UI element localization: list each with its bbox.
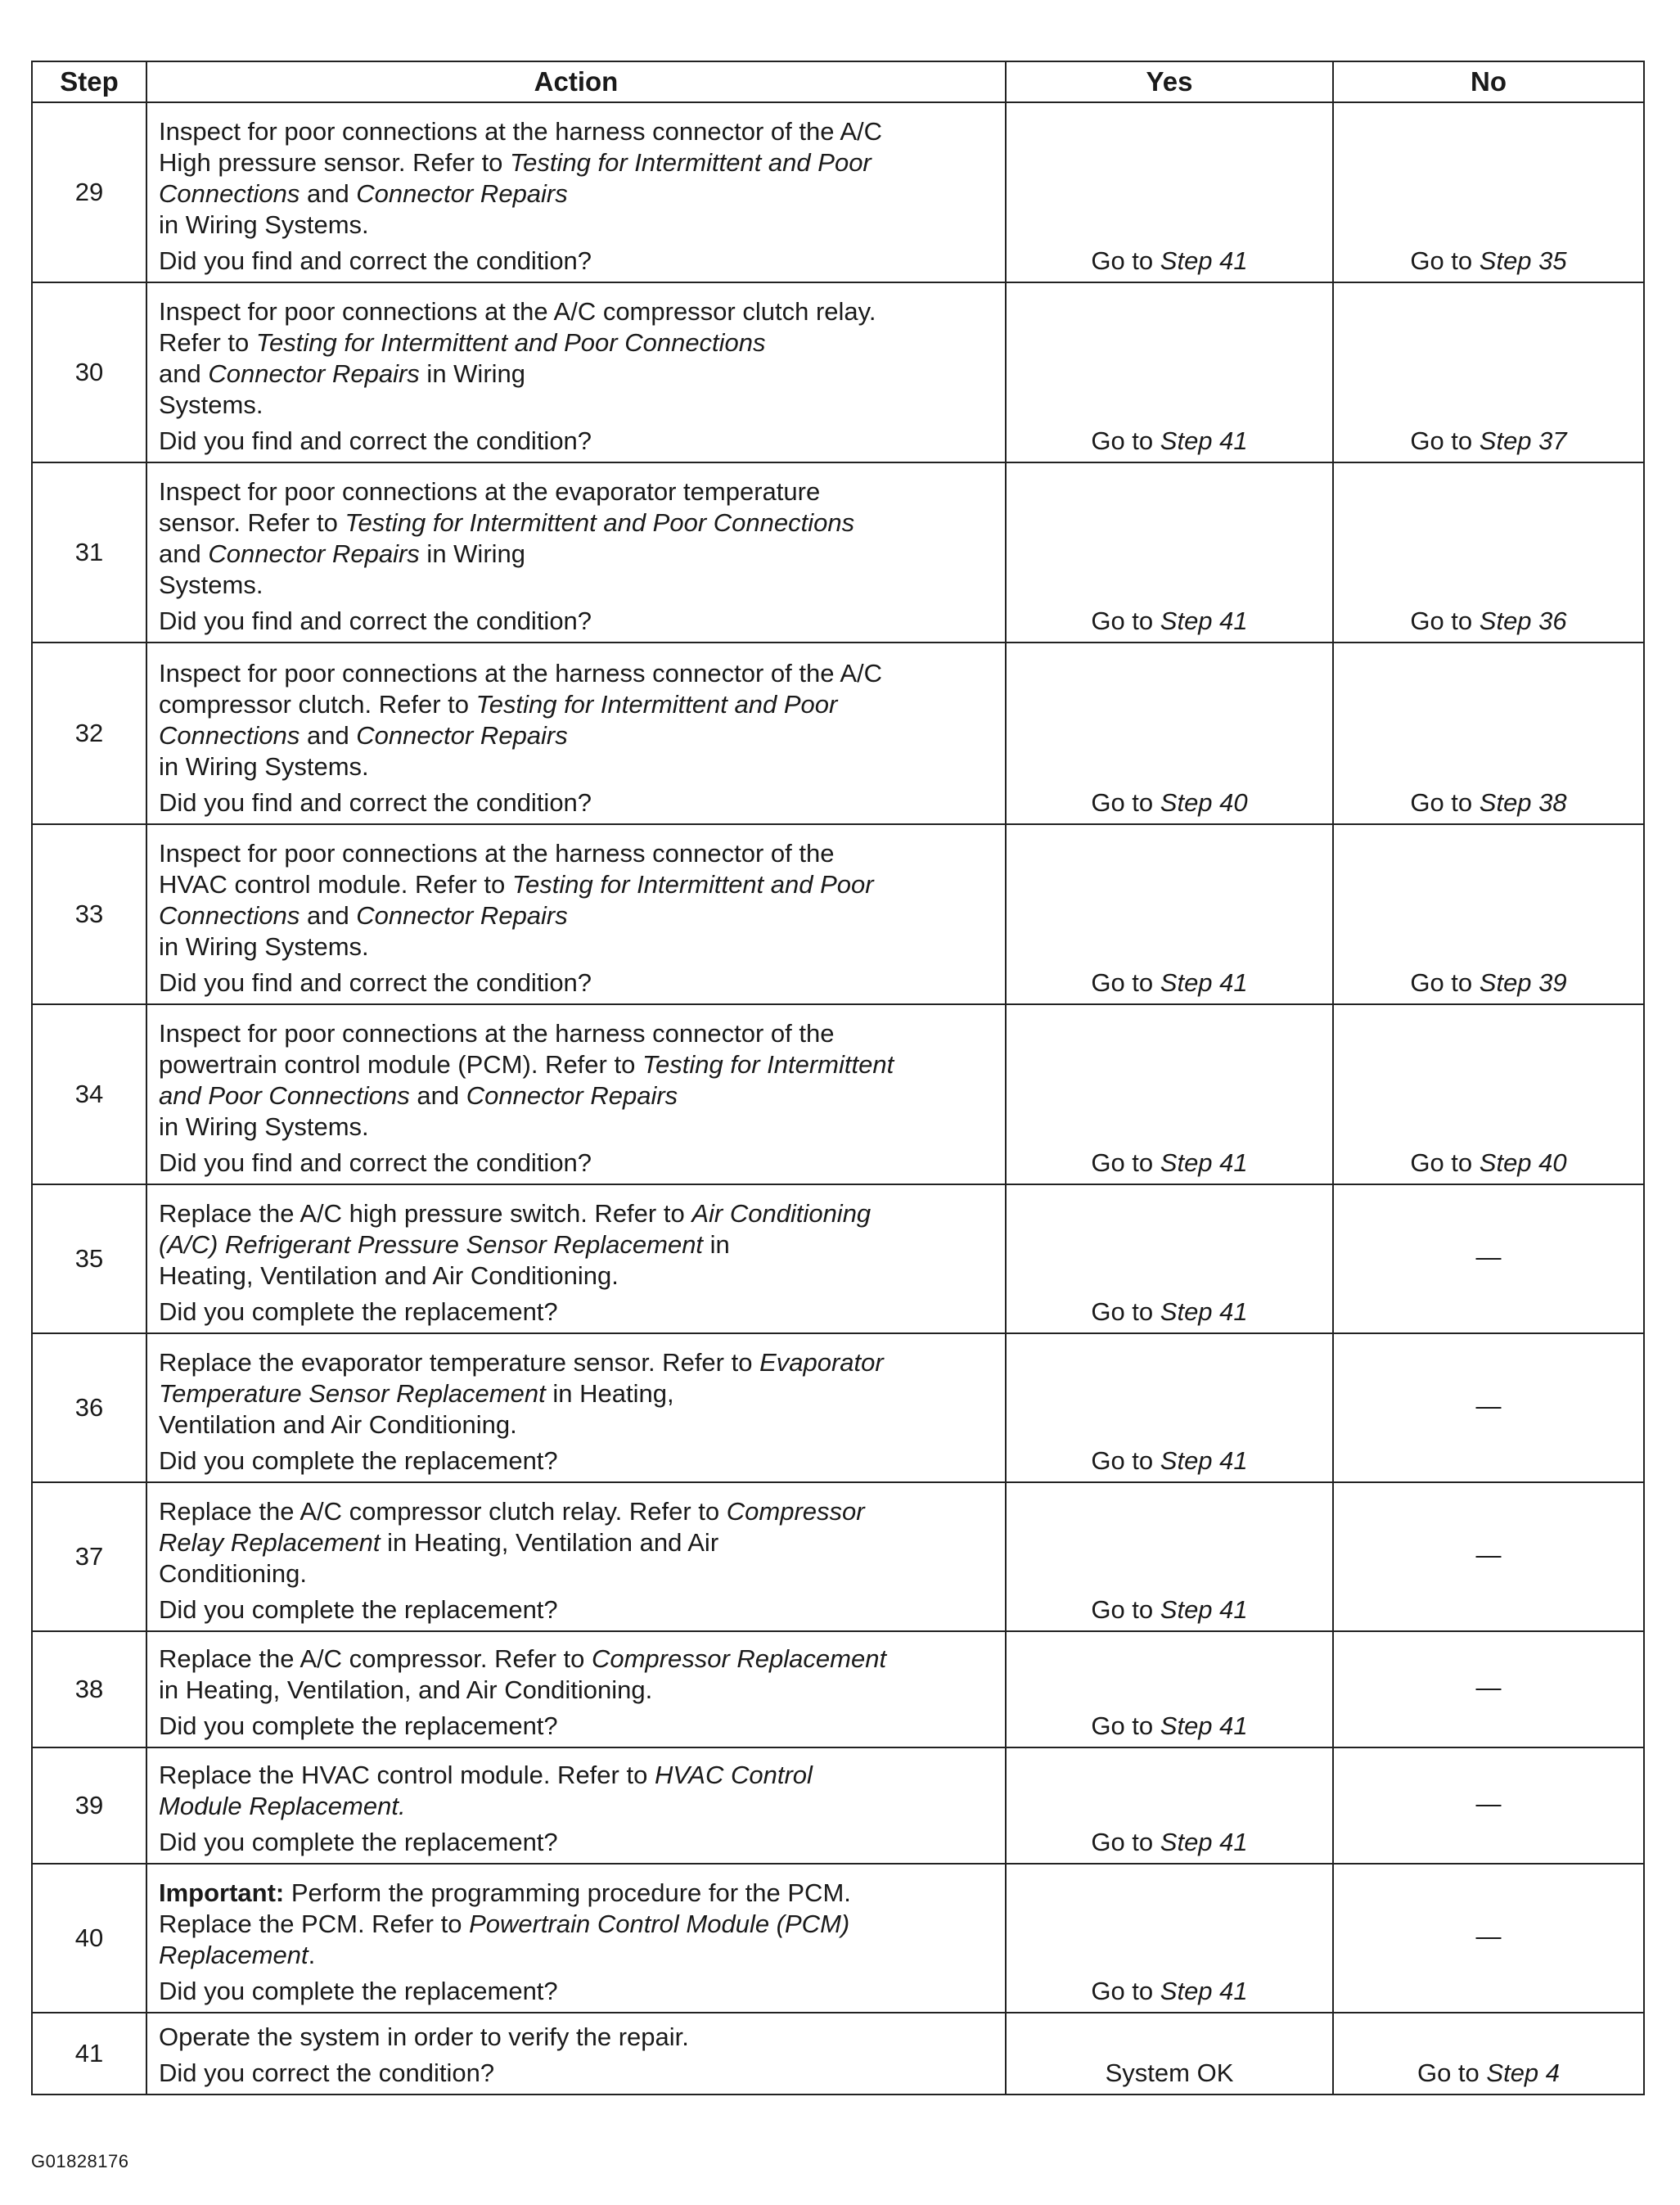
answer-prefix: — xyxy=(1475,1540,1502,1569)
yes-cell xyxy=(1006,1333,1333,1482)
answer-step-link: Step 41 xyxy=(1160,1446,1248,1475)
reference-title: Connections xyxy=(159,179,300,208)
answer-prefix: Go to xyxy=(1091,1711,1160,1740)
yes-cell xyxy=(1006,1004,1333,1184)
important-label: Important: xyxy=(159,1878,285,1907)
action-text: in Heating, xyxy=(545,1379,674,1408)
answer-step-link: Step 4 xyxy=(1486,2058,1561,2087)
action-text: . xyxy=(308,1941,316,1969)
step-number: 36 xyxy=(32,1333,146,1482)
answer-prefix: Go to xyxy=(1091,788,1160,817)
yes-cell xyxy=(1006,102,1333,282)
action-line xyxy=(159,570,993,601)
answer-prefix: Go to xyxy=(1410,246,1480,275)
question-text: Did you find and correct the condition? xyxy=(159,426,592,455)
reference-title: Connector Repairs xyxy=(208,539,420,568)
step-number: 41 xyxy=(32,2013,146,2095)
no-cell xyxy=(1333,1631,1644,1747)
action-line xyxy=(159,1558,993,1589)
question-text: Did you complete the replacement? xyxy=(159,1828,558,1856)
answer-step-link: Step 37 xyxy=(1479,426,1567,455)
reference-title: Testing for Intermittent and Poor xyxy=(510,148,872,177)
answer-step-link: Step 41 xyxy=(1160,1977,1248,2005)
action-line xyxy=(159,689,993,720)
answer-prefix: Go to xyxy=(1091,1977,1160,2005)
reference-title: Powertrain Control Module (PCM) xyxy=(469,1910,850,1938)
action-line xyxy=(159,327,993,358)
action-cell xyxy=(146,1333,1006,1482)
table-row xyxy=(32,1864,1644,2013)
action-text: Inspect for poor connections at the harness connector of the xyxy=(159,1019,835,1048)
action-text: Replace the PCM. Refer to xyxy=(159,1910,470,1938)
action-text: sensor. Refer to xyxy=(159,508,345,537)
action-text: in xyxy=(703,1230,730,1259)
reference-title: Compressor xyxy=(726,1497,865,1526)
action-line xyxy=(159,476,993,507)
yes-cell xyxy=(1006,2013,1333,2095)
action-line xyxy=(159,1378,993,1409)
answer-step-link: Step 41 xyxy=(1160,1595,1248,1624)
answer-step-link: Step 40 xyxy=(1479,1148,1567,1177)
answer-step-link: Step 41 xyxy=(1160,606,1248,635)
action-line xyxy=(159,210,993,241)
question-text: Did you complete the replacement? xyxy=(159,1595,558,1624)
answer-prefix: Go to xyxy=(1410,426,1480,455)
header-action: Action xyxy=(146,61,1006,102)
action-text: Heating, Ventilation and Air Conditioning. xyxy=(159,1261,619,1290)
answer-prefix: Go to xyxy=(1091,246,1160,275)
action-text: Ventilation and Air Conditioning. xyxy=(159,1410,517,1439)
step-number: 38 xyxy=(32,1631,146,1747)
question-text: Did you find and correct the condition? xyxy=(159,1148,592,1177)
reference-title: Testing for Intermittent and Poor Connections xyxy=(345,508,855,537)
answer-prefix: Go to xyxy=(1091,426,1160,455)
action-text: compressor clutch. Refer to xyxy=(159,690,476,719)
table-row xyxy=(32,2013,1644,2095)
answer-step-link: Step 40 xyxy=(1160,788,1248,817)
action-line xyxy=(159,1791,993,1822)
action-line xyxy=(159,1760,993,1791)
no-cell xyxy=(1333,1864,1644,2013)
action-text: Conditioning. xyxy=(159,1559,307,1588)
answer-prefix: — xyxy=(1475,1391,1502,1420)
question-text: Did you find and correct the condition? xyxy=(159,246,592,275)
reference-title: Connector Repairs xyxy=(466,1081,678,1110)
step-number: 34 xyxy=(32,1004,146,1184)
action-text: in Heating, Ventilation and Air xyxy=(380,1528,719,1557)
reference-title: Relay Replacement xyxy=(159,1528,381,1557)
no-cell xyxy=(1333,462,1644,643)
answer-step-link: Step 35 xyxy=(1479,246,1567,275)
action-line xyxy=(159,1229,993,1260)
table-row xyxy=(32,1482,1644,1631)
answer-prefix: Go to xyxy=(1410,968,1480,997)
table-row xyxy=(32,1004,1644,1184)
reference-title: Connections xyxy=(159,901,300,930)
table-row xyxy=(32,102,1644,282)
reference-title: Testing for Intermittent and Poor Connections xyxy=(255,328,766,357)
action-line xyxy=(159,1496,993,1527)
action-line xyxy=(159,900,993,931)
action-text: Replace the A/C compressor. Refer to xyxy=(159,1644,592,1673)
action-line xyxy=(159,1527,993,1558)
action-cell xyxy=(146,824,1006,1004)
answer-step-link: Step 41 xyxy=(1160,246,1248,275)
table-row xyxy=(32,1631,1644,1747)
step-number: 31 xyxy=(32,462,146,643)
reference-title: HVAC Control xyxy=(654,1761,813,1789)
answer-prefix: Go to xyxy=(1091,1297,1160,1326)
answer-prefix: Go to xyxy=(1091,606,1160,635)
action-line xyxy=(159,658,993,689)
yes-cell xyxy=(1006,1747,1333,1864)
action-cell xyxy=(146,1631,1006,1747)
no-cell xyxy=(1333,643,1644,824)
action-line xyxy=(159,296,993,327)
action-line xyxy=(159,116,993,147)
action-text: Inspect for poor connections at the harness connector of the A/C xyxy=(159,659,883,688)
question-text: Did you correct the condition? xyxy=(159,2058,495,2087)
reference-title: Replacement xyxy=(159,1941,309,1969)
reference-title: Connector Repairs xyxy=(356,721,568,750)
answer-step-link: Step 41 xyxy=(1160,1828,1248,1856)
action-cell xyxy=(146,1004,1006,1184)
no-cell xyxy=(1333,2013,1644,2095)
yes-cell xyxy=(1006,282,1333,462)
answer-step-link: Step 41 xyxy=(1160,1711,1248,1740)
action-text: Inspect for poor connections at the A/C compressor clutch relay. xyxy=(159,297,876,326)
action-line xyxy=(159,507,993,539)
action-text: and xyxy=(300,179,357,208)
action-text: Refer to xyxy=(159,328,256,357)
step-number: 29 xyxy=(32,102,146,282)
action-line xyxy=(159,1940,993,1971)
action-text: in Wiring Systems. xyxy=(159,210,369,239)
yes-cell xyxy=(1006,462,1333,643)
action-line xyxy=(159,178,993,210)
header-step: Step xyxy=(32,61,146,102)
action-text: Inspect for poor connections at the harness connector of the xyxy=(159,839,835,868)
action-cell xyxy=(146,2013,1006,2095)
answer-prefix: Go to xyxy=(1410,1148,1480,1177)
answer-prefix: — xyxy=(1475,1672,1502,1702)
action-line xyxy=(159,1080,993,1112)
action-cell xyxy=(146,1482,1006,1631)
reference-title: Evaporator xyxy=(759,1348,884,1377)
action-text: in Wiring Systems. xyxy=(159,752,369,781)
no-cell xyxy=(1333,1482,1644,1631)
action-line xyxy=(159,1260,993,1292)
no-cell xyxy=(1333,1184,1644,1333)
no-cell xyxy=(1333,1333,1644,1482)
reference-title: Compressor Replacement xyxy=(591,1644,887,1673)
action-line xyxy=(159,390,993,421)
answer-prefix: Go to xyxy=(1410,788,1480,817)
question-text: Did you find and correct the condition? xyxy=(159,968,592,997)
answer-step-link: Step 39 xyxy=(1479,968,1567,997)
table-row xyxy=(32,462,1644,643)
action-text: Perform the programming procedure for the PCM. xyxy=(284,1878,851,1907)
no-cell xyxy=(1333,1747,1644,1864)
table-row xyxy=(32,1184,1644,1333)
action-text: Replace the A/C high pressure switch. Refer to xyxy=(159,1199,692,1228)
answer-prefix: — xyxy=(1475,1788,1502,1818)
action-text: and xyxy=(409,1081,466,1110)
action-line xyxy=(159,2022,993,2053)
action-text: Replace the evaporator temperature sensor. Refer to xyxy=(159,1348,760,1377)
action-line xyxy=(159,1198,993,1229)
table-row xyxy=(32,1333,1644,1482)
action-text: in Wiring Systems. xyxy=(159,1112,369,1141)
action-line xyxy=(159,751,993,782)
step-number: 39 xyxy=(32,1747,146,1864)
action-line xyxy=(159,869,993,900)
action-line xyxy=(159,1644,993,1675)
yes-cell xyxy=(1006,1184,1333,1333)
action-line xyxy=(159,1878,993,1909)
header-yes: Yes xyxy=(1006,61,1333,102)
question-text: Did you complete the replacement? xyxy=(159,1711,558,1740)
yes-cell xyxy=(1006,643,1333,824)
answer-step-link: Step 38 xyxy=(1479,788,1567,817)
action-line xyxy=(159,358,993,390)
reference-title: (A/C) Refrigerant Pressure Sensor Replacement xyxy=(159,1230,704,1259)
action-line xyxy=(159,838,993,869)
step-number: 32 xyxy=(32,643,146,824)
reference-title: and Poor Connections xyxy=(159,1081,410,1110)
action-text: and xyxy=(159,359,209,388)
answer-prefix: Go to xyxy=(1091,1446,1160,1475)
table-row xyxy=(32,824,1644,1004)
action-line xyxy=(159,1675,993,1706)
table-row xyxy=(32,282,1644,462)
action-cell xyxy=(146,462,1006,643)
action-cell xyxy=(146,1747,1006,1864)
question-text: Did you find and correct the condition? xyxy=(159,788,592,817)
header-no: No xyxy=(1333,61,1644,102)
answer-prefix: — xyxy=(1475,1242,1502,1271)
question-text: Did you complete the replacement? xyxy=(159,1977,558,2005)
action-text: Operate the system in order to verify the repair. xyxy=(159,2022,689,2051)
reference-title: Connector Repairs xyxy=(208,359,420,388)
action-text: HVAC control module. Refer to xyxy=(159,870,512,899)
header-row xyxy=(32,61,1644,102)
action-line xyxy=(159,1909,993,1940)
action-cell xyxy=(146,1184,1006,1333)
step-number: 37 xyxy=(32,1482,146,1631)
action-text: in Heating, Ventilation, and Air Conditioning. xyxy=(159,1675,653,1704)
action-cell xyxy=(146,1864,1006,2013)
action-text: High pressure sensor. Refer to xyxy=(159,148,511,177)
figure-code: G01828176 xyxy=(31,2151,129,2171)
answer-prefix: Go to xyxy=(1091,1148,1160,1177)
action-text: in Wiring Systems. xyxy=(159,932,369,961)
action-text: Systems. xyxy=(159,570,263,599)
no-cell xyxy=(1333,282,1644,462)
procedure-table xyxy=(31,61,1645,2095)
action-cell xyxy=(146,282,1006,462)
action-cell xyxy=(146,102,1006,282)
action-line xyxy=(159,1347,993,1378)
action-line xyxy=(159,720,993,751)
action-line xyxy=(159,539,993,570)
answer-prefix: — xyxy=(1475,1921,1502,1950)
reference-title: Temperature Sensor Replacement xyxy=(159,1379,546,1408)
action-line xyxy=(159,1112,993,1143)
question-text: Did you complete the replacement? xyxy=(159,1446,558,1475)
reference-title: Testing for Intermittent and Poor xyxy=(475,690,838,719)
action-cell xyxy=(146,643,1006,824)
answer-prefix: Go to xyxy=(1091,1595,1160,1624)
answer-prefix: System OK xyxy=(1105,2058,1234,2087)
step-number: 35 xyxy=(32,1184,146,1333)
reference-title: Connections xyxy=(159,721,300,750)
no-cell xyxy=(1333,1004,1644,1184)
yes-cell xyxy=(1006,1864,1333,2013)
answer-step-link: Step 41 xyxy=(1160,1297,1248,1326)
yes-cell xyxy=(1006,1631,1333,1747)
answer-prefix: Go to xyxy=(1410,606,1480,635)
action-line xyxy=(159,1049,993,1080)
action-text: and xyxy=(300,721,357,750)
answer-prefix: Go to xyxy=(1091,1828,1160,1856)
action-text: Inspect for poor connections at the evaporator temperature xyxy=(159,477,821,506)
answer-prefix: Go to xyxy=(1091,968,1160,997)
question-text: Did you complete the replacement? xyxy=(159,1297,558,1326)
question-text: Did you find and correct the condition? xyxy=(159,606,592,635)
action-line xyxy=(159,1018,993,1049)
action-line xyxy=(159,147,993,178)
step-number: 33 xyxy=(32,824,146,1004)
reference-title: Module Replacement. xyxy=(159,1792,406,1820)
answer-step-link: Step 41 xyxy=(1160,426,1248,455)
action-text: Systems. xyxy=(159,390,263,419)
yes-cell xyxy=(1006,1482,1333,1631)
action-text: in Wiring xyxy=(419,359,526,388)
no-cell xyxy=(1333,824,1644,1004)
reference-title: Connector Repairs xyxy=(356,901,568,930)
yes-cell xyxy=(1006,824,1333,1004)
action-text: and xyxy=(159,539,209,568)
answer-step-link: Step 41 xyxy=(1160,968,1248,997)
action-text: Replace the HVAC control module. Refer to xyxy=(159,1761,655,1789)
table-row xyxy=(32,643,1644,824)
table-row xyxy=(32,1747,1644,1864)
no-cell xyxy=(1333,102,1644,282)
reference-title: Testing for Intermittent and Poor xyxy=(511,870,874,899)
action-line xyxy=(159,931,993,963)
reference-title: Testing for Intermittent xyxy=(642,1050,894,1079)
step-number: 30 xyxy=(32,282,146,462)
answer-step-link: Step 36 xyxy=(1479,606,1567,635)
action-text: and xyxy=(300,901,357,930)
table-body xyxy=(32,102,1644,2095)
action-text: Inspect for poor connections at the harness connector of the A/C xyxy=(159,117,883,146)
action-text: in Wiring xyxy=(419,539,526,568)
reference-title: Air Conditioning xyxy=(691,1199,872,1228)
action-line xyxy=(159,1409,993,1441)
reference-title: Connector Repairs xyxy=(356,179,568,208)
step-number: 40 xyxy=(32,1864,146,2013)
answer-prefix: Go to xyxy=(1417,2058,1487,2087)
action-text: powertrain control module (PCM). Refer to xyxy=(159,1050,642,1079)
answer-step-link: Step 41 xyxy=(1160,1148,1248,1177)
action-text: Replace the A/C compressor clutch relay. Refer to xyxy=(159,1497,727,1526)
